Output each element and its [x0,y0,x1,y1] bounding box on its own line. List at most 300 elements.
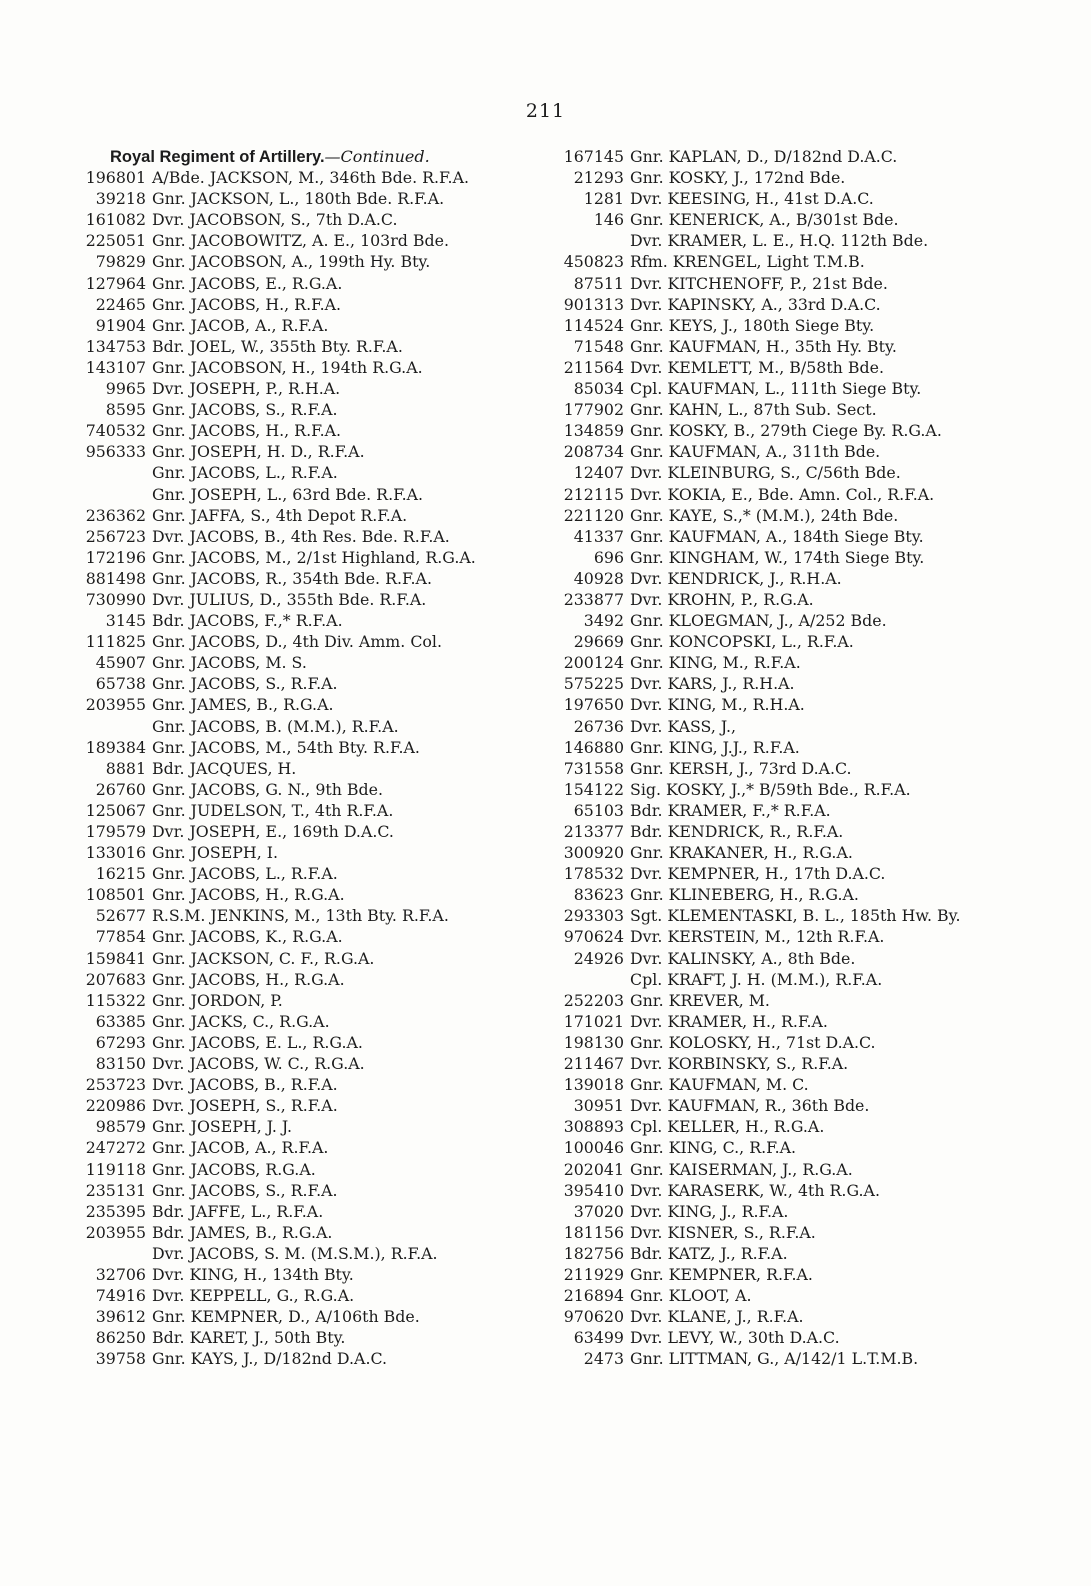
entry-text: Gnr. KEMPNER, D., A/106th Bde. [152,1307,420,1327]
roll-entry [560,673,1060,694]
right-column [560,146,1060,1369]
roll-entry [72,1264,562,1285]
roll-entry [72,1285,562,1306]
entry-text: Gnr. KOLOSKY, H., 71st D.A.C. [630,1032,876,1052]
entry-text: Gnr. JOSEPH, L., 63rd Bde. R.F.A. [152,484,424,504]
service-number: 171021 [563,1011,624,1031]
entry-text: Gnr. KAYS, J., D/182nd D.A.C. [152,1349,388,1369]
roll-entry [72,821,562,842]
entry-text: Gnr. JACOBS, E. L., R.G.A. [152,1032,363,1052]
service-number: 159841 [85,948,146,968]
entry-text: Bdr. JACQUES, H. [152,758,297,778]
service-number: 146880 [563,737,624,757]
entry-text: Dvr. KLEINBURG, S., C/56th Bde. [630,463,901,483]
service-number: 16215 [95,864,146,884]
left-column [72,146,562,1369]
entry-text: Dvr. KEMLETT, M., B/58th Bde. [630,357,884,377]
roll-entry [560,1032,1060,1053]
entry-text: Sgt. KLEMENTASKI, B. L., 185th Hw. By. [630,906,961,926]
service-number: 202041 [563,1159,624,1179]
service-number: 203955 [85,695,146,715]
entry-text: Bdr. JAMES, B., R.G.A. [152,1222,333,1242]
service-number: 134753 [85,336,146,356]
roll-entry [560,294,1060,315]
entry-text: Gnr. KOSKY, J., 172nd Bde. [630,168,846,188]
left-entry-list [72,167,562,1369]
entry-text: Dvr. JOSEPH, P., R.H.A. [152,379,341,399]
service-number: 74916 [95,1286,146,1306]
service-number: 211564 [563,357,624,377]
service-number: 235131 [85,1180,146,1200]
roll-entry [72,800,562,821]
service-number: 52677 [95,906,146,926]
roll-entry [72,779,562,800]
entry-text: Sig. KOSKY, J.,* B/59th Bde., R.F.A. [630,779,911,799]
entry-text: Dvr. JULIUS, D., 355th Bde. R.F.A. [152,589,427,609]
service-number: 63499 [573,1328,624,1348]
service-number: 200124 [563,653,624,673]
entry-text: Gnr. JACOBS, R.G.A. [152,1159,316,1179]
service-number [560,230,630,251]
entry-text: Dvr. KITCHENOFF, P., 21st Bde. [630,273,888,293]
roll-entry [72,758,562,779]
roll-entry [72,1032,562,1053]
entry-text: Dvr. KING, J., R.F.A. [630,1201,789,1221]
roll-entry [560,420,1060,441]
roll-entry [72,462,562,483]
roll-entry [72,505,562,526]
entry-text: Gnr. JACOBS, D., 4th Div. Amm. Col. [152,632,442,652]
entry-text: Gnr. KAUFMAN, M. C. [630,1075,809,1095]
roll-entry [560,505,1060,526]
entry-text: Dvr. KALINSKY, A., 8th Bde. [630,948,856,968]
entry-text: Dvr. JOSEPH, S., R.F.A. [152,1096,338,1116]
roll-entry [72,420,562,441]
roll-entry [72,673,562,694]
roll-entry [560,167,1060,188]
service-number: 98579 [95,1117,146,1137]
roll-entry [72,547,562,568]
roll-entry [560,863,1060,884]
roll-entry [560,948,1060,969]
roll-entry [72,1159,562,1180]
service-number: 696 [593,547,624,567]
service-number: 293303 [563,906,624,926]
entry-text: Dvr. KARS, J., R.H.A. [630,674,795,694]
entry-text: Gnr. KERSH, J., 73rd D.A.C. [630,758,852,778]
service-number: 24926 [573,948,624,968]
entry-text: Gnr. JACKSON, C. F., R.G.A. [152,948,375,968]
service-number: 32706 [95,1264,146,1284]
roll-entry [72,926,562,947]
service-number: 125067 [85,800,146,820]
entry-text: Gnr. JACOBS, H., R.G.A. [152,969,345,989]
roll-entry [560,1285,1060,1306]
entry-text: Dvr. KEMPNER, H., 17th D.A.C. [630,864,886,884]
entry-text: Gnr. JACOBS, G. N., 9th Bde. [152,779,383,799]
roll-entry [72,526,562,547]
roll-entry [560,1116,1060,1137]
roll-entry [560,1011,1060,1032]
entry-text: Gnr. JAFFA, S., 4th Depot R.F.A. [152,505,408,525]
entry-text: Gnr. JACOBS, R., 354th Bde. R.F.A. [152,568,432,588]
roll-entry [72,589,562,610]
service-number: 881498 [85,568,146,588]
entry-text: Dvr. KRAMER, L. E., H.Q. 112th Bde. [630,231,929,251]
roll-entry [560,484,1060,505]
entry-text: Gnr. KING, C., R.F.A. [630,1138,797,1158]
service-number [72,484,152,505]
entry-text: Dvr. KERSTEIN, M., 12th R.F.A. [630,927,885,947]
roll-entry [72,1137,562,1158]
roll-entry [560,568,1060,589]
roll-entry [72,716,562,737]
entry-text: Gnr. JACKS, C., R.G.A. [152,1011,330,1031]
roll-entry [72,315,562,336]
entry-text: Gnr. KLINEBERG, H., R.G.A. [630,885,859,905]
roll-entry [560,926,1060,947]
roll-entry [560,694,1060,715]
roll-entry [560,357,1060,378]
entry-text: Gnr. JACOBS, H., R.F.A. [152,421,342,441]
roll-entry [560,1137,1060,1158]
entry-text: Dvr. JACOBS, S. M. (M.S.M.), R.F.A. [152,1243,438,1263]
roll-entry [560,737,1060,758]
service-number: 29669 [573,632,624,652]
roll-entry [560,209,1060,230]
service-number: 77854 [95,927,146,947]
service-number: 22465 [95,294,146,314]
roll-entry [560,230,1060,251]
roll-entry [560,1222,1060,1243]
entry-text: Dvr. KLANE, J., R.F.A. [630,1307,804,1327]
service-number: 236362 [85,505,146,525]
entry-text: Gnr. JACOBS, M. S. [152,653,307,673]
service-number: 115322 [85,990,146,1010]
entry-text: Gnr. KAPLAN, D., D/182nd D.A.C. [630,147,898,166]
entry-text: Dvr. KEESING, H., 41st D.A.C. [630,189,874,209]
entry-text: Dvr. JACOBSON, S., 7th D.A.C. [152,210,398,230]
service-number: 134859 [563,421,624,441]
entry-text: Cpl. KELLER, H., R.G.A. [630,1117,825,1137]
entry-text: Gnr. KLOEGMAN, J., A/252 Bde. [630,611,887,631]
roll-entry [560,990,1060,1011]
service-number [72,716,152,737]
service-number: 300920 [563,843,624,863]
roll-entry [72,209,562,230]
service-number: 395410 [563,1180,624,1200]
service-number: 91904 [95,315,146,335]
entry-text: Gnr. JOSEPH, J. J. [152,1117,293,1137]
service-number: 86250 [95,1328,146,1348]
service-number: 85034 [573,379,624,399]
roll-entry [560,1095,1060,1116]
roll-entry [560,1243,1060,1264]
roll-entry [72,1243,562,1264]
service-number: 211929 [563,1264,624,1284]
service-number: 26760 [95,779,146,799]
entry-text: Dvr. JACOBS, B., R.F.A. [152,1075,338,1095]
service-number: 181156 [563,1222,624,1242]
service-number: 111825 [85,632,146,652]
roll-entry [560,251,1060,272]
entry-text: Gnr. JACOBOWITZ, A. E., 103rd Bde. [152,231,450,251]
service-number [560,969,630,990]
service-number: 39218 [95,189,146,209]
service-number: 21293 [573,168,624,188]
entry-text: Gnr. JACOBS, M., 2/1st Highland, R.G.A. [152,547,476,567]
entry-text: Bdr. KENDRICK, R., R.F.A. [630,822,844,841]
service-number: 79829 [95,252,146,272]
entry-text: Gnr. JACOBS, M., 54th Bty. R.F.A. [152,737,420,757]
roll-entry [72,737,562,758]
roll-entry [560,821,1060,842]
service-number: 177902 [563,400,624,420]
service-number: 212115 [563,484,624,504]
roll-entry [72,1053,562,1074]
roll-entry [560,336,1060,357]
service-number: 253723 [85,1075,146,1095]
roll-entry [72,948,562,969]
roll-entry [560,547,1060,568]
roll-entry [72,1306,562,1327]
roll-entry [560,526,1060,547]
entry-text: Gnr. JOSEPH, H. D., R.F.A. [152,442,365,462]
entry-text: Gnr. JOSEPH, I. [152,843,278,863]
roll-entry [72,1222,562,1243]
roll-entry [72,441,562,462]
roll-entry [72,568,562,589]
entry-text: Gnr. KEMPNER, R.F.A. [630,1264,813,1284]
roll-entry [560,969,1060,990]
service-number: 67293 [95,1032,146,1052]
roll-entry [560,1201,1060,1222]
service-number: 83150 [95,1054,146,1074]
service-number: 575225 [563,674,624,694]
entry-text: Cpl. KAUFMAN, L., 111th Siege Bty. [630,379,922,399]
entry-text: Dvr. KARASERK, W., 4th R.G.A. [630,1180,880,1200]
entry-text: Gnr. JACOBS, S., R.F.A. [152,1180,338,1200]
entry-text: Gnr. KREVER, M. [630,990,770,1010]
service-number: 252203 [563,990,624,1010]
entry-text: Dvr. KAPINSKY, A., 33rd D.A.C. [630,294,881,314]
service-number: 2473 [583,1349,624,1369]
roll-entry [560,758,1060,779]
entry-text: Rfm. KRENGEL, Light T.M.B. [630,252,865,272]
roll-entry [560,652,1060,673]
roll-entry [560,1053,1060,1074]
entry-text: Gnr. JACOBS, L., R.F.A. [152,864,338,884]
entry-text: Dvr. JACOBS, B., 4th Res. Bde. R.F.A. [152,526,450,546]
service-number: 12407 [573,463,624,483]
entry-text: Dvr. KING, H., 134th Bty. [152,1264,354,1284]
roll-entry [560,905,1060,926]
service-number: 154122 [563,779,624,799]
entry-text: R.S.M. JENKINS, M., 13th Bty. R.F.A. [152,906,449,926]
entry-text: Dvr. KORBINSKY, S., R.F.A. [630,1054,849,1074]
roll-entry [72,336,562,357]
roll-entry [72,273,562,294]
roll-entry [560,1180,1060,1201]
service-number: 37020 [573,1201,624,1221]
roll-entry [560,779,1060,800]
entry-text: Gnr. JACOBS, B. (M.M.), R.F.A. [152,716,399,736]
roll-entry [560,462,1060,483]
roll-entry [72,631,562,652]
service-number: 740532 [85,421,146,441]
roll-entry [560,1348,1060,1369]
entry-text: Dvr. KING, M., R.H.A. [630,695,805,715]
entry-text: Gnr. JUDELSON, T., 4th R.F.A. [152,800,394,820]
service-number: 247272 [85,1138,146,1158]
entry-text: Bdr. KATZ, J., R.F.A. [630,1243,788,1263]
roll-entry [72,378,562,399]
entry-text: Bdr. JAFFE, L., R.F.A. [152,1201,324,1221]
service-number: 26736 [573,716,624,736]
entry-text: Dvr. JACOBS, W. C., R.G.A. [152,1054,365,1074]
entry-text: Dvr. KASS, J., [630,716,737,736]
service-number: 146 [593,210,624,230]
service-number: 39758 [95,1349,146,1369]
entry-text: Gnr. KING, J.J., R.F.A. [630,737,800,757]
service-number: 220986 [85,1096,146,1116]
roll-entry [72,294,562,315]
roll-entry [560,1264,1060,1285]
entry-text: Gnr. KOSKY, B., 279th Ciege By. R.G.A. [630,421,942,441]
roll-entry [72,969,562,990]
roll-entry [72,652,562,673]
entry-text: Gnr. JACOB, A., R.F.A. [152,315,329,335]
service-number: 65103 [573,800,624,820]
roll-entry [72,1201,562,1222]
service-number: 39612 [95,1307,146,1327]
roll-entry [72,1074,562,1095]
roll-entry [560,273,1060,294]
service-number: 731558 [563,758,624,778]
roll-entry [72,610,562,631]
roll-entry [560,716,1060,737]
service-number: 127964 [85,273,146,293]
service-number: 256723 [85,526,146,546]
entry-text: Bdr. KARET, J., 50th Bty. [152,1328,346,1348]
service-number: 225051 [85,231,146,251]
roll-entry [560,610,1060,631]
entry-text: Gnr. KENERICK, A., B/301st Bde. [630,210,899,230]
roll-entry [560,1306,1060,1327]
right-entry-list [560,146,1060,1369]
entry-text: Gnr. JACOBS, H., R.F.A. [152,294,342,314]
entry-text: Gnr. KAHN, L., 87th Sub. Sect. [630,400,877,420]
roll-entry [72,484,562,505]
service-number: 139018 [563,1075,624,1095]
roll-entry [560,1159,1060,1180]
service-number: 956333 [85,442,146,462]
entry-text: Gnr. KAUFMAN, A., 311th Bde. [630,442,881,462]
service-number: 196801 [85,168,146,188]
service-number: 221120 [563,505,624,525]
roll-entry [72,863,562,884]
entry-text: Gnr. JACOBS, S., R.F.A. [152,674,338,694]
entry-text: Gnr. KAYE, S.,* (M.M.), 24th Bde. [630,505,899,525]
entry-text: Bdr. JOEL, W., 355th Bty. R.F.A. [152,336,403,356]
roll-entry [560,378,1060,399]
service-number: 40928 [573,568,624,588]
roll-entry [72,1348,562,1369]
entry-text: Dvr. KEPPELL, G., R.G.A. [152,1286,355,1306]
roll-entry [72,251,562,272]
service-number: 203955 [85,1222,146,1242]
entry-text: Dvr. KAUFMAN, R., 36th Bde. [630,1096,870,1116]
entry-text: Gnr. JACOBS, S., R.F.A. [152,400,338,420]
service-number: 133016 [85,843,146,863]
service-number: 108501 [85,885,146,905]
roll-entry [560,146,1060,167]
service-number: 216894 [563,1286,624,1306]
roll-entry [560,399,1060,420]
service-number: 189384 [85,737,146,757]
roll-entry [72,1116,562,1137]
page-number: 211 [525,100,566,122]
service-number: 178532 [563,864,624,884]
roll-entry [72,399,562,420]
entry-text: Bdr. JACOBS, F.,* R.F.A. [152,611,343,631]
roll-entry [72,884,562,905]
entry-text: Gnr. KONCOPSKI, L., R.F.A. [630,632,854,652]
roll-entry [72,842,562,863]
service-number: 970620 [563,1307,624,1327]
entry-text: Dvr. KENDRICK, J., R.H.A. [630,568,842,588]
roll-entry [560,1074,1060,1095]
roll-entry [560,631,1060,652]
entry-text: Gnr. JACOBSON, H., 194th R.G.A. [152,357,423,377]
service-number: 198130 [563,1032,624,1052]
service-number: 100046 [563,1138,624,1158]
service-number: 197650 [563,695,624,715]
service-number: 3145 [105,611,146,631]
roll-entry [72,167,562,188]
entry-text: Gnr. JACKSON, L., 180th Bde. R.F.A. [152,189,445,209]
service-number: 172196 [85,547,146,567]
entry-text: Gnr. KAUFMAN, H., 35th Hy. Bty. [630,336,897,356]
service-number: 235395 [85,1201,146,1221]
roll-entry [72,188,562,209]
service-number: 1281 [583,189,624,209]
service-number: 233877 [563,589,624,609]
service-number: 161082 [85,210,146,230]
service-number: 207683 [85,969,146,989]
entry-text: Gnr. LITTMAN, G., A/142/1 L.T.M.B. [630,1349,919,1369]
service-number: 308893 [563,1117,624,1137]
service-number: 45907 [95,653,146,673]
entry-text: Gnr. KAISERMAN, J., R.G.A. [630,1159,853,1179]
roll-entry [560,188,1060,209]
roll-entry [72,1180,562,1201]
service-number: 3492 [583,611,624,631]
service-number: 450823 [563,252,624,272]
service-number: 71548 [573,336,624,356]
entry-text: Dvr. KISNER, S., R.F.A. [630,1222,816,1242]
service-number: 8595 [105,400,146,420]
roll-entry [560,800,1060,821]
service-number: 970624 [563,927,624,947]
roll-entry [560,315,1060,336]
entry-text: Gnr. KRAKANER, H., R.G.A. [630,843,853,863]
service-number: 167145 [563,147,624,166]
service-number: 114524 [563,315,624,335]
roll-entry [72,357,562,378]
roll-entry [72,230,562,251]
entry-text: A/Bde. JACKSON, M., 346th Bde. R.F.A. [152,168,470,188]
